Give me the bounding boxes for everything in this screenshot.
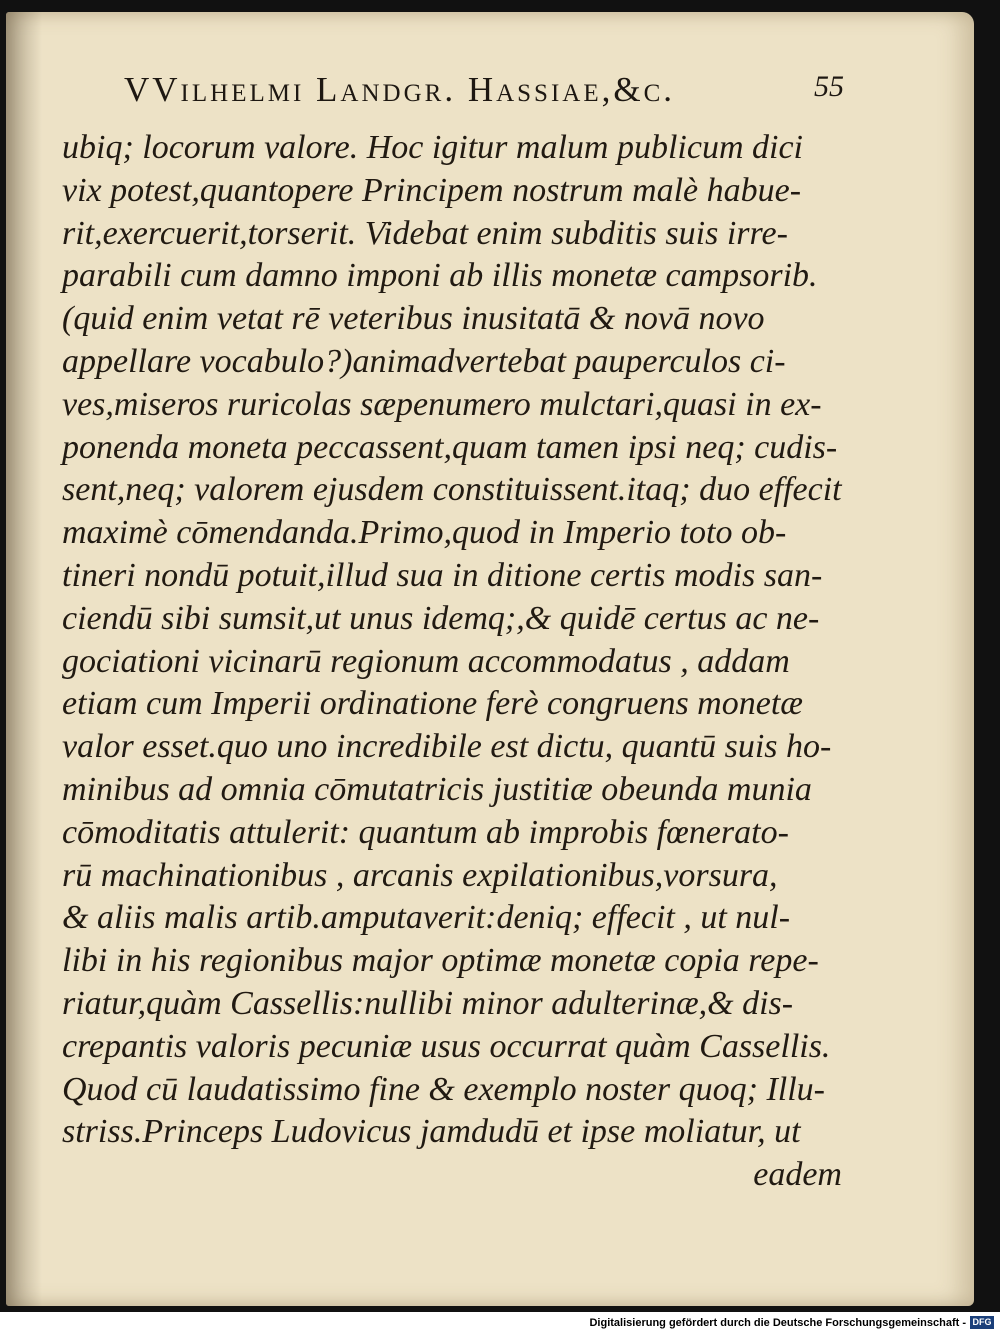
- gutter-shadow: [6, 12, 42, 1306]
- text-line: appellare vocabulo?)animadvertebat pauperculos ci-: [62, 342, 786, 380]
- text-line: ponenda moneta peccassent,quam tamen ipsi neq; cudis-: [62, 428, 838, 466]
- text-line: rū machinationibus , arcanis expilationibus,vorsura,: [62, 856, 778, 894]
- text-line: ubiq; locorum valore. Hoc igitur malum publicum dici: [62, 129, 803, 166]
- catchword: eadem: [753, 1156, 842, 1194]
- text-line: gociationi vicinarū regionum accommodatus , addam: [62, 642, 790, 680]
- text-line: etiam cum Imperii ordinatione ferè congruens monetæ: [62, 685, 803, 723]
- text-line: striss.Princeps Ludovicus jamdudū et ipse moliatur, ut: [62, 1113, 801, 1151]
- text-line: ciendū sibi sumsit,ut unus idemq;,& quidē certus ac ne-: [62, 599, 820, 637]
- text-line: maximè cōmendanda.Primo,quod in Imperio toto ob-: [62, 514, 787, 552]
- funding-credit: Digitalisierung gefördert durch die Deutsche Forschungsgemeinschaft -: [589, 1317, 966, 1329]
- text-line: riatur,quàm Cassellis:nullibi minor adulterinæ,& dis-: [62, 984, 794, 1022]
- text-line: minibus ad omnia cōmutatricis justitiæ obeunda munia: [62, 770, 812, 808]
- text-line: cōmoditatis attulerit: quantum ab improbis fœnerato-: [62, 813, 789, 851]
- text-line: parabili cum damno imponi ab illis monetæ campsorib.: [62, 257, 818, 295]
- text-line: (quid enim vetat rē veteribus inusitatā & novā novo: [62, 300, 765, 338]
- text-line: Quod cū laudatissimo fine & exemplo noster quoq; Illu-: [62, 1070, 826, 1108]
- body-text: [62, 127, 842, 1197]
- text-line: tineri nondū potuit,illud sua in ditione certis modis san-: [62, 556, 823, 594]
- dfg-logo: DFG: [970, 1316, 994, 1329]
- text-line: sent,neq; valorem ejusdem constituissent.itaq; duo effecit: [62, 471, 842, 509]
- text-line: vix potest,quantopere Principem nostrum malè habue-: [62, 171, 802, 209]
- digitization-footer: [0, 1312, 1000, 1334]
- text-line: libi in his regionibus major optimæ monetæ copia repe-: [62, 942, 819, 980]
- text-line: rit,exercuerit,torserit. Videbat enim subditis suis irre-: [62, 214, 788, 252]
- text-line: valor esset.quo uno incredibile est dictu, quantū suis ho-: [62, 728, 832, 766]
- running-head: VVilhelmi Landgr. Hassiae,&c.: [124, 70, 676, 109]
- text-line: crepantis valoris pecuniæ usus occurrat quàm Cassellis.: [62, 1027, 831, 1065]
- text-line: ves,miseros ruricolas sæpenumero mulctari,quasi in ex-: [62, 385, 822, 423]
- text-line: & aliis malis artib.amputaverit:deniq; effecit , ut nul-: [62, 899, 791, 937]
- book-page: [6, 12, 974, 1306]
- page-number: 55: [814, 70, 844, 103]
